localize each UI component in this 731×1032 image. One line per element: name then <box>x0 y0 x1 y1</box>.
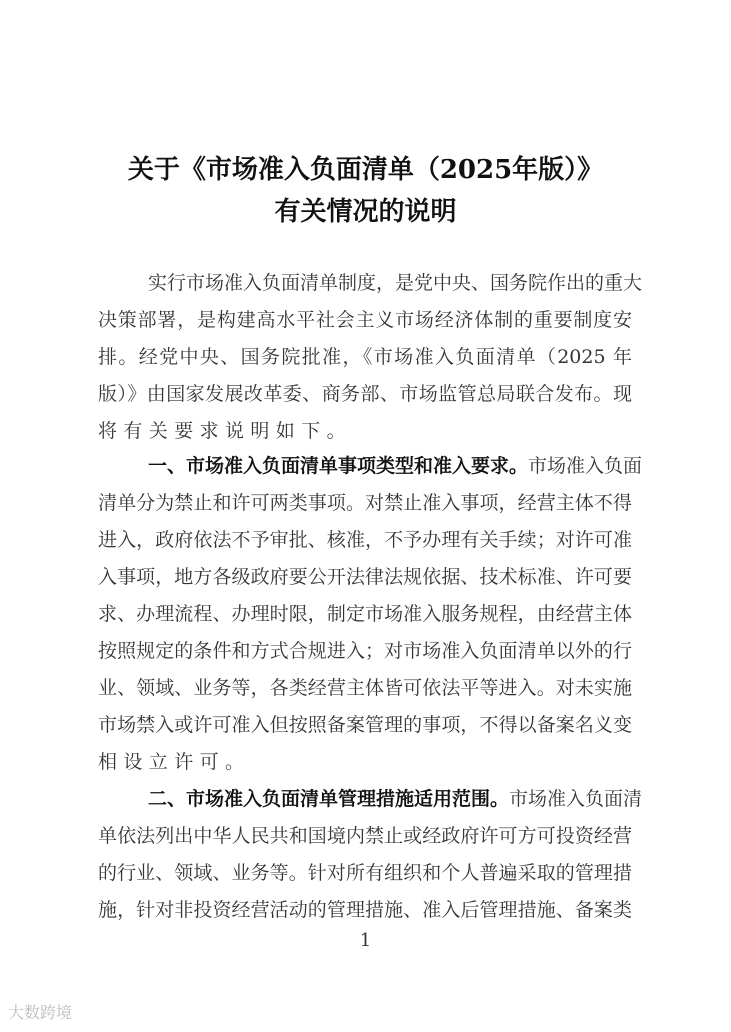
text-line: 版）》由国家发展改革委、商务部、市场监管总局联合发布。现 <box>98 383 632 405</box>
watermark: 大数跨境 <box>8 1003 73 1022</box>
document-title-line2: 有关情况的说明 <box>274 197 457 227</box>
text-line: 市场禁入或许可准入但按照备案管理的事项，不得以备案名义变 <box>98 714 632 736</box>
text-line: 求、办理流程、办理时限，制定市场准入服务规程，由经营主体 <box>98 603 632 625</box>
text-line: 相设立许可。 <box>98 751 251 773</box>
text-line: 将有关要求说明如下。 <box>98 420 353 442</box>
text-line: 施，针对非投资经营活动的管理措施、准入后管理措施、备案类 <box>98 899 632 921</box>
text-line: 决策部署，是构建高水平社会主义市场经济体制的重要制度安 <box>98 309 632 331</box>
text-run: 市场准入负面 <box>528 455 643 477</box>
document-title-line1: 关于《市场准入负面清单（2025年版）》 <box>127 155 604 185</box>
text-line: 实行市场准入负面清单制度，是党中央、国务院作出的重大 <box>148 272 643 294</box>
text-line: 单依法列出中华人民共和国境内禁止或经政府许可方可投资经营 <box>98 825 632 847</box>
text-line: 按照规定的条件和方式合规进入；对市场准入负面清单以外的行 <box>98 640 632 662</box>
text-line <box>148 786 643 812</box>
text-line: 入事项，地方各级政府要公开法律法规依据、技术标准、许可要 <box>98 566 632 588</box>
text-line: 进入，政府依法不予审批、核准，不予办理有关手续；对许可准 <box>98 529 632 551</box>
text-line <box>148 453 643 479</box>
text-line: 的行业、领域、业务等。针对所有组织和个人普遍采取的管理措 <box>98 862 632 884</box>
text-run: 市场准入负面清 <box>509 788 643 810</box>
page-number: 1 <box>359 930 372 951</box>
text-line: 清单分为禁止和许可两类事项。对禁止准入事项，经营主体不得 <box>98 492 632 514</box>
section-heading: 一、市场准入负面清单事项类型和准入要求。 <box>148 455 529 477</box>
text-line: 排。经党中央、国务院批准，《市场准入负面清单（2025 年 <box>98 346 632 368</box>
section-heading: 二、市场准入负面清单管理措施适用范围。 <box>148 788 510 810</box>
text-line: 业、领域、业务等，各类经营主体皆可依法平等进入。对未实施 <box>98 677 632 699</box>
